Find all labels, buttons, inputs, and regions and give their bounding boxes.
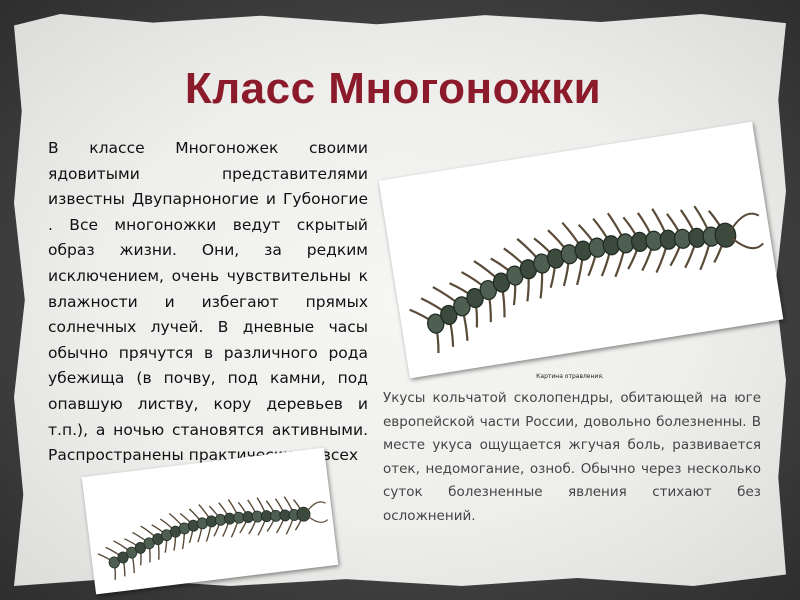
centipede-antenna xyxy=(732,233,764,251)
image-caption: Картина отравления. xyxy=(536,373,604,380)
centipede-antenna xyxy=(308,514,328,524)
centipede-antenna xyxy=(729,212,761,230)
slide-title: Класс Многоножки xyxy=(184,64,602,113)
centipede-antenna xyxy=(306,501,326,511)
right-text-block: Укусы кольчатой сколопендры, обитающей на юге европейской части России, довольно болезненны. В месте укуса ощущается жгучая боль, развивается отек, недомогание, озноб. Обычно через несколько суток болезненные явления стихают без осложнений. xyxy=(383,390,761,524)
left-text-block: В классе Многоножек своими ядовитыми представителями известны Двупарноногие и Губоногие . Все многоножки ведут скрытый образ жизни. Они, за редким исключением, очень чувствительны к влажности и избегают прямых солнечных лучей. В дневные часы обычно прячутся в различного рода убежища (в почву, под камни, под опавшую листву, кору деревьев и т.п.), а ночью становятся активными. Распространены практически во всех xyxy=(48,139,368,465)
